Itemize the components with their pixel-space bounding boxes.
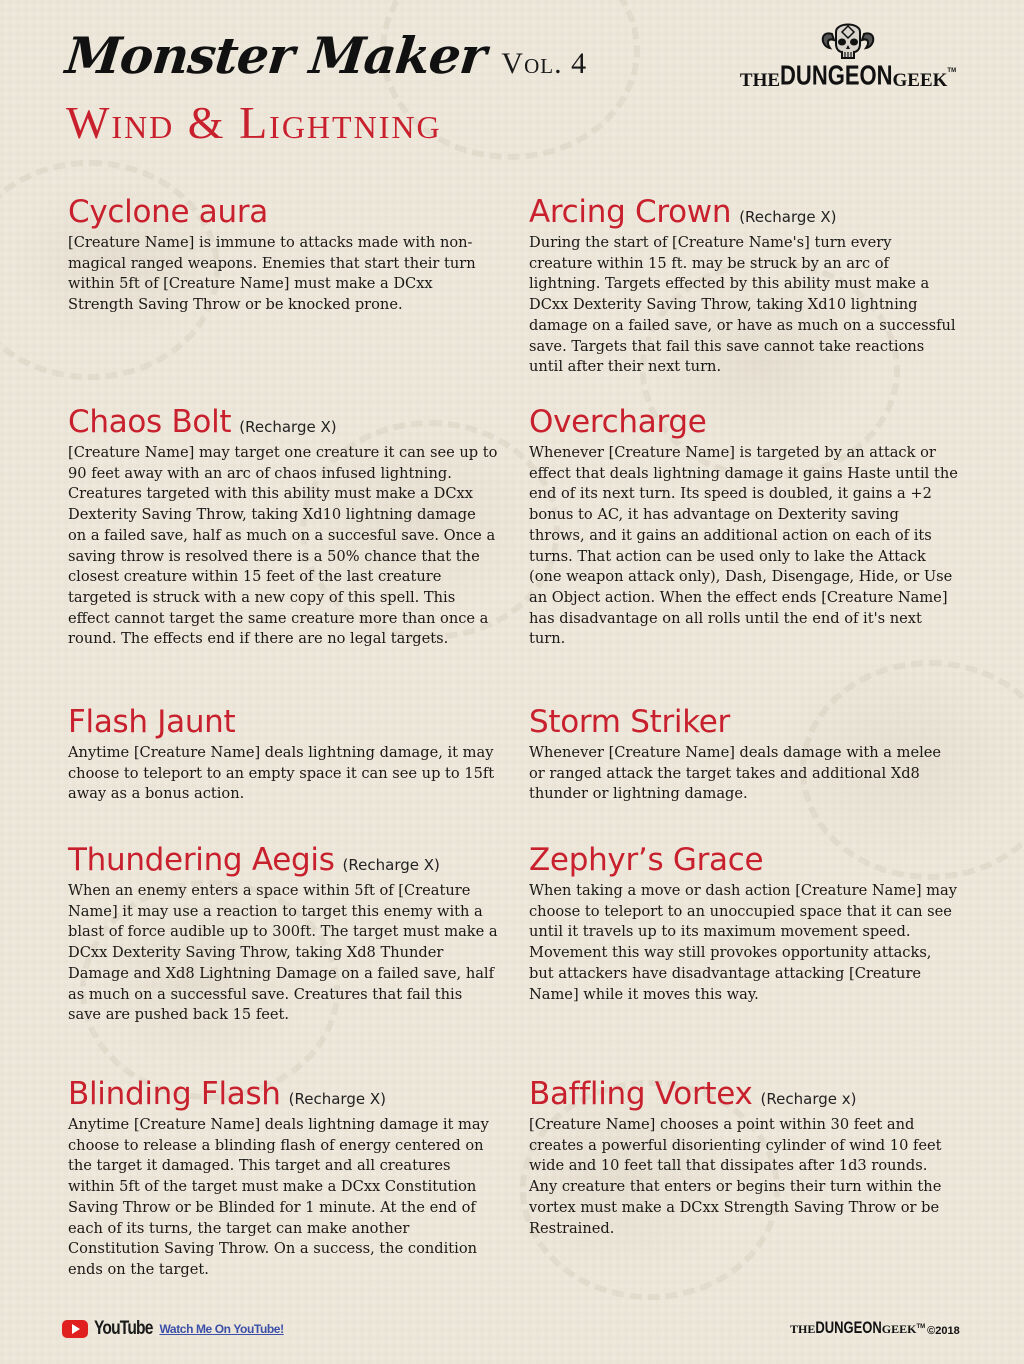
logo-trademark: TM: [947, 68, 957, 74]
youtube-wordmark: YouTube: [94, 1318, 153, 1339]
ability-title: Arcing Crown: [529, 194, 732, 230]
footer-brand: [790, 1317, 960, 1337]
ability-description: When taking a move or dash action [Creature Name] may choose to teleport to an unoccupied space that it can see until it travels up to its maximum movement speed. Movement this way still provokes opportunity attacks, but attackers have disadvantage attacking [Creature Name] while it moves this way.: [529, 882, 957, 1003]
ability-recharge: (Recharge x): [760, 1090, 857, 1108]
ability-title: Baffling Vortex: [529, 1076, 753, 1112]
ability-title: Thundering Aegis: [68, 842, 335, 878]
ability-title: Storm Striker: [529, 704, 731, 740]
logo-geek: GEEK: [892, 70, 948, 91]
youtube-play-icon: [62, 1320, 88, 1338]
ability-description: Whenever [Creature Name] is targeted by an attack or effect that deals lightning damage it gains Haste until the end of its next turn. Its speed is doubled, it gains a +2 bonus to AC, it has advantage on Dexterity saving throws, and it gains an additional action on each of its turns. That action can be used only to lake the Attack (one weapon attack only), Dash, Disengage, Hide, or Use an Object action. When the effect ends [Creature Name] has disadvantage on all rolls until the end of it's next turn.: [529, 444, 958, 648]
ability-description: During the start of [Creature Name's] turn every creature within 15 ft. may be struck by an arc of lightning. Targets effected by this ability must make a DCxx Dexterity Saving Throw, taking Xd10 lightning damage on a failed save, or have as much on a successful save. Targets that fail this save cannot take reactions until after their next turn.: [529, 234, 956, 376]
ability-title: Blinding Flash: [68, 1076, 281, 1112]
ability-recharge: (Recharge X): [342, 856, 440, 874]
ability-blinding-flash: [68, 1074, 498, 1281]
footer-trademark: TM: [916, 1324, 926, 1330]
copyright: ©2018: [927, 1325, 960, 1337]
page-header: [0, 0, 1024, 180]
ability-zephyrs-grace: [529, 840, 959, 1005]
ability-description: When an enemy enters a space within 5ft of [Creature Name] it may use a reaction to target this enemy with a blast of force audible up to 300ft. The target must make a DCxx Dexterity Saving Throw, taking Xd8 Thunder Damage and Xd8 Lightning Damage on a failed save, half as much on a successful save. Creatures that fail this save are pushed back 15 feet.: [68, 882, 498, 1024]
ability-recharge: (Recharge X): [288, 1090, 386, 1108]
ability-thundering-aegis: [68, 840, 498, 1026]
ability-flash-jaunt: [68, 702, 498, 805]
volume-label: Vol. 4: [501, 47, 588, 80]
footer-brand-geek: GEEK: [881, 1322, 917, 1336]
ability-storm-striker: [529, 702, 959, 805]
ability-recharge: (Recharge X): [239, 418, 337, 436]
title-row: [62, 26, 588, 85]
logo-the: THE: [739, 70, 781, 91]
ability-description: [Creature Name] is immune to attacks made with non-magical ranged weapons. Enemies that start their turn within 5ft of [Creature Name] must make a DCxx Strength Saving Throw or be knocked prone.: [68, 234, 476, 314]
ability-description: [Creature Name] may target one creature it can see up to 90 feet away with an arc of chaos infused lightning. Creatures targeted with this ability must make a DCxx Dexterity Saving Throw, taking Xd10 lightning damage on a failed save, half as much on a succesful save. Once a saving throw is resolved there is a 50% chance that the closest creature within 15 feet of the last creature targeted is struck with a new copy of this spell. This effect cannot target the same creature more than once a round. The effects end if there are no legal targets.: [68, 444, 498, 648]
ability-chaos-bolt: [68, 402, 498, 650]
ability-arcing-crown: [529, 192, 959, 378]
logo-wordmark: [739, 59, 957, 92]
ability-title: Flash Jaunt: [68, 704, 236, 740]
ability-baffling-vortex: [529, 1074, 959, 1239]
ability-title: Zephyr’s Grace: [529, 842, 764, 878]
ability-overcharge: [529, 402, 959, 650]
horned-skull-icon: [818, 20, 878, 64]
ability-title: Cyclone aura: [68, 194, 268, 230]
ability-title: Chaos Bolt: [68, 404, 232, 440]
footer-brand-the: THE: [790, 1322, 816, 1336]
ability-description: Anytime [Creature Name] deals lightning damage it may choose to release a blinding flash of energy centered on the target it damaged. This target and all creatures within 5ft of the target must make a DCxx Constitution Saving Throw or be Blinded for 1 minute. At the end of each of its turns, the target can make another Constitution Saving Throw. On a success, the condition ends on the target.: [68, 1116, 489, 1278]
youtube-link[interactable]: Watch Me On YouTube!: [159, 1322, 284, 1336]
ability-title: Overcharge: [529, 404, 707, 440]
ability-description: [Creature Name] chooses a point within 30 feet and creates a powerful disorienting cylinder of wind 10 feet wide and 10 feet tall that dissipates after 1d3 rounds. Any creature that enters or begins their turn within the vortex must make a DCxx Strength Saving Throw or be Restrained.: [529, 1116, 942, 1237]
ability-cyclone-aura: [68, 192, 498, 316]
page-title: Monster Maker: [62, 26, 489, 85]
logo-dungeon: DUNGEON: [780, 59, 893, 91]
ability-description: Whenever [Creature Name] deals damage with a melee or ranged attack the target takes and additional Xd8 thunder or lightning damage.: [529, 744, 942, 803]
ability-recharge: (Recharge X): [739, 208, 837, 226]
footer-brand-dungeon: DUNGEON: [815, 1317, 882, 1337]
youtube-promo: [62, 1318, 284, 1340]
dungeon-geek-logo: [728, 20, 968, 100]
ability-description: Anytime [Creature Name] deals lightning damage, it may choose to teleport to an empty space it can see up to 15ft away as a bonus action.: [68, 744, 495, 803]
page-subtitle: Wind & Lightning: [66, 97, 442, 148]
